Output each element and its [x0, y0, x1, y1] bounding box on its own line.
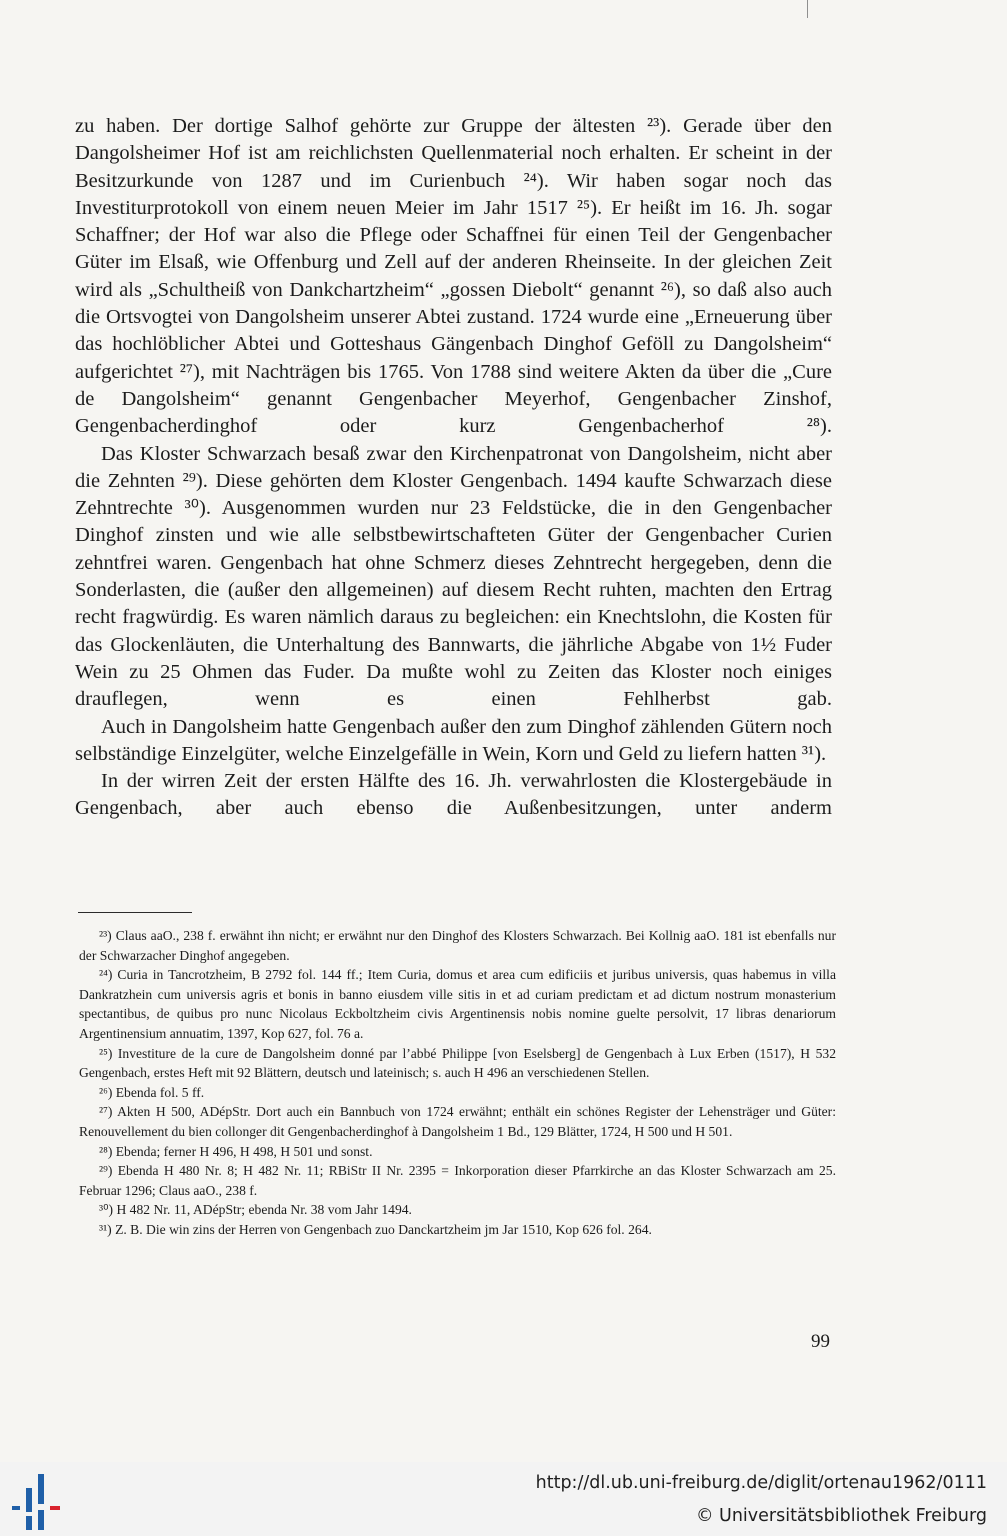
footnote-30: ³⁰) H 482 Nr. 11, ADépStr; ebenda Nr. 38 vom Jahr 1494. [99, 1202, 412, 1218]
logo-bar [26, 1516, 32, 1530]
footnotes [79, 926, 836, 1240]
logo-bar [50, 1506, 60, 1510]
footnote-31: ³¹) Z. B. Die win zins der Herren von Gengenbach zuo Danckartzheim jm Jar 1510, Kop 626 fol. 264. [99, 1221, 652, 1237]
footnote-separator [78, 912, 192, 913]
footnote-25: ²⁵) Investiture de la cure de Dangolsheim donné par l’abbé Philippe [von Eselsberg] de Gengenbach à Lux Erben (1517), H 532 Gengenbach, erstes Heft mit 92 Blättern, deutsch und lateinisch; s. auch H 496 an verschiedenen Stellen. [79, 1045, 836, 1081]
main-text [75, 113, 832, 823]
footnote-28: ²⁸) Ebenda; ferner H 496, H 498, H 501 und sonst. [99, 1143, 373, 1159]
footnote-27: ²⁷) Akten H 500, ADépStr. Dort auch ein Bannbuch von 1724 erwähnt; enthält ein schönes Register der Lehensträger und Güter: Renouvellement du bien collonger dit Gengenbacherdinghof à Dangolsheim 1 Bd., 129 Blätter, 1724, H 500 und H 501. [79, 1104, 836, 1139]
paragraph-2: Das Kloster Schwarzach besaß zwar den Kirchenpatronat von Dangolsheim, nicht aber die Zehnten ²⁹). Diese gehörten dem Kloster Gengenbach. 1494 kaufte Schwarzach diese Zehntrechte ³⁰). Ausgenommen wurden nur 23 Feldstücke, die in den Gengenbacher Dinghof zinsten und wie alle selbstbewirtschafteten Güter der Gengenbacher Curien zehntfrei waren. Gengenbach hat ohne Schmerz dieses Zehntrecht hergegeben, denn die Sonderlasten, die (außer den allgemeinen) auf diesem Recht ruhten, machten den Ertrag recht fragwürdig. Es waren nämlich daraus zu begleichen: ein Knechtslohn, die Kosten für das Glockenläuten, die Unterhaltung des Bannwarts, die jährliche Abgabe von 1½ Fuder Wein zu 25 Ohmen das Fuder. Da mußte wohl zu Zeiten das Kloster noch einiges drauflegen, wenn es einen Fehlherbst gab. [75, 442, 832, 711]
page-number: 99 [811, 1331, 830, 1352]
footnote-23: ²³) Claus aaO., 238 f. erwähnt ihn nicht; er erwähnt nur den Dinghof des Klosters Schwarzach. Bei Kollnig aaO. 181 ist ebenfalls nur der Schwarzacher Dinghof angegeben. [79, 928, 836, 963]
logo-bar [38, 1474, 44, 1504]
permalink-url[interactable]: http://dl.ub.uni-freiburg.de/diglit/ortenau1962/0111 [535, 1473, 987, 1493]
footnote-24: ²⁴) Curia in Tancrotzheim, B 2792 fol. 144 ff.; Item Curia, domus et area cum edificiis et juribus universis, quas habemus in villa Dankratzhein cum universis agris et bonis in banno eiusdem ville sitis in et ad curiam predictam et ad dictum nostrum monasterium spectantibus, de quibus pro nunc Nicolaus Eckboltzheim civis Argentinensis nobis nomine guelte persolvit, 17 libras denariorum Argentinensium annuatim, 1397, Kop 627, fol. 76 a. [79, 967, 836, 1041]
ub-freiburg-logo-icon[interactable] [12, 1474, 64, 1530]
logo-bar [26, 1488, 32, 1512]
paragraph-4: In der wirren Zeit der ersten Hälfte des 16. Jh. verwahrlosten die Klostergebäude in Gengenbach, aber auch ebenso die Außenbesitzungen, unter anderm [75, 770, 832, 820]
scan-edge-line [807, 0, 808, 18]
footnote-29: ²⁹) Ebenda H 480 Nr. 8; H 482 Nr. 11; RBiStr II Nr. 2395 = Inkorporation dieser Pfarrkirche an das Kloster Schwarzach am 25. Februar 1296; Claus aaO., 238 f. [79, 1163, 836, 1198]
logo-bar [12, 1506, 20, 1510]
paragraph-3: Auch in Dangolsheim hatte Gengenbach außer den zum Dinghof zählenden Gütern noch selbständige Einzelgüter, welche Einzelgefälle in Wein, Korn und Geld zu liefern hatten ³¹). [75, 715, 832, 765]
footnote-26: ²⁶) Ebenda fol. 5 ff. [99, 1084, 205, 1100]
logo-bar [38, 1510, 44, 1530]
paragraph-1: zu haben. Der dortige Salhof gehörte zur Gruppe der ältesten ²³). Gerade über den Dangolsheimer Hof ist am reichlichsten Quellenmaterial noch erhalten. Er scheint in der Besitzurkunde von 1287 und im Curienbuch ²⁴). Wir haben sogar noch das Investiturprotokoll von einem neuen Meier im Jahr 1517 ²⁵). Er heißt im 16. Jh. sogar Schaffner; der Hof war also die Pflege oder Schaffnei für einen Teil der Gengenbacher Güter im Elsaß, wie Offenburg und Zell auf der anderen Rheinseite. In der gleichen Zeit wird als „Schultheiß von Dankchartzheim“ „gossen Diebolt“ genannt ²⁶), so daß also auch die Ortsvogtei von Dangolsheim unserer Abtei zustand. 1724 wurde eine „Erneuerung über das hochlöblicher Abtei und Gotteshaus Gängenbach Dinghof Geföll zu Dangolsheim“ aufgerichtet ²⁷), mit Nachträgen bis 1765. Von 1788 sind weitere Akten da über die „Cure de Dangolsheim“ genannt Gengenbacher Meyerhof, Gengenbacher Zinshof, Gengenbacherdinghof oder kurz Gengenbacherhof ²⁸). [75, 115, 832, 438]
copyright-notice: © Universitätsbibliothek Freiburg [695, 1506, 987, 1526]
